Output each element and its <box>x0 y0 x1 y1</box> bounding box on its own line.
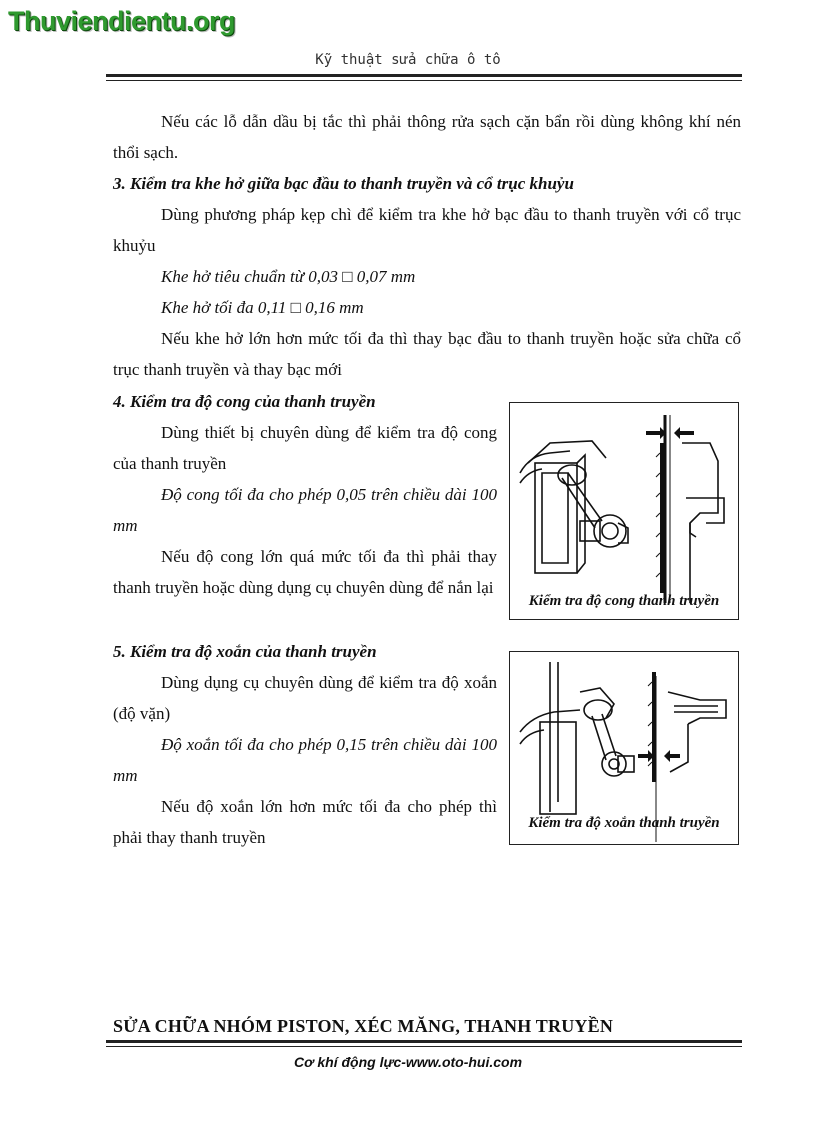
section-5-body: Dùng dụng cụ chuyên dùng để kiểm tra độ xoắn (độ vặn) <box>113 673 497 723</box>
section-5-note: Nếu độ xoắn lớn hơn mức tối đa cho phép thì phải thay thanh truyền <box>113 797 497 847</box>
section-3-note: Nếu khe hở lớn hơn mức tối đa thì thay bạc đầu to thanh truyền hoặc sửa chữa cổ trục thanh truyền và thay bạc mới <box>113 329 741 379</box>
section-3-body: Dùng phương pháp kẹp chì để kiểm tra khe hở bạc đầu to thanh truyền với cổ trục khuỷu <box>113 205 741 255</box>
header-title: Kỹ thuật sửa chữa ô tô <box>315 52 501 68</box>
figure-twist-caption: Kiểm tra độ xoắn thanh truyền <box>528 815 720 831</box>
section-3-spec-standard: Khe hở tiêu chuẩn từ 0,03 □ 0,07 mm <box>161 267 416 286</box>
section-3-spec-max: Khe hở tối đa 0,11 □ 0,16 mm <box>161 298 364 317</box>
section-5-spec: Độ xoắn tối đa cho phép 0,15 trên chiều dài 100 mm <box>113 735 497 785</box>
figure-bend-caption: Kiểm tra độ cong thanh truyền <box>528 593 720 609</box>
section-4-spec: Độ cong tối đa cho phép 0,05 trên chiều dài 100 mm <box>113 485 497 535</box>
section-4-heading: 4. Kiểm tra độ cong của thanh truyền <box>113 392 376 411</box>
section-5-heading: 5. Kiểm tra độ xoắn của thanh truyền <box>113 642 377 661</box>
footer-source: Cơ khí động lực-www.oto-hui.com <box>293 1054 523 1070</box>
footer-section-title: SỬA CHỮA NHÓM PISTON, XÉC MĂNG, THANH TRUYỀN <box>113 1016 614 1036</box>
bend-check-illustration <box>510 403 738 619</box>
paragraph-oil-holes: Nếu các lỗ dẫn dầu bị tắc thì phải thông rửa sạch cặn bẩn rồi dùng không khí nén thổi sạch. <box>113 112 741 162</box>
section-3-heading: 3. Kiểm tra khe hở giữa bạc đầu to thanh truyền và cổ trục khuỷu <box>113 174 574 193</box>
figure-twist-check <box>509 651 739 845</box>
header-rule <box>106 74 742 81</box>
footer-rule <box>106 1040 742 1047</box>
section-4-note: Nếu độ cong lớn quá mức tối đa thì phải thay thanh truyền hoặc dùng dụng cụ chuyên dùng để nắn lại <box>113 547 497 597</box>
section-4-body: Dùng thiết bị chuyên dùng để kiểm tra độ cong của thanh truyền <box>113 423 497 473</box>
site-logo: Thuviendientu.org <box>8 6 235 36</box>
figure-bend-check <box>509 402 739 620</box>
